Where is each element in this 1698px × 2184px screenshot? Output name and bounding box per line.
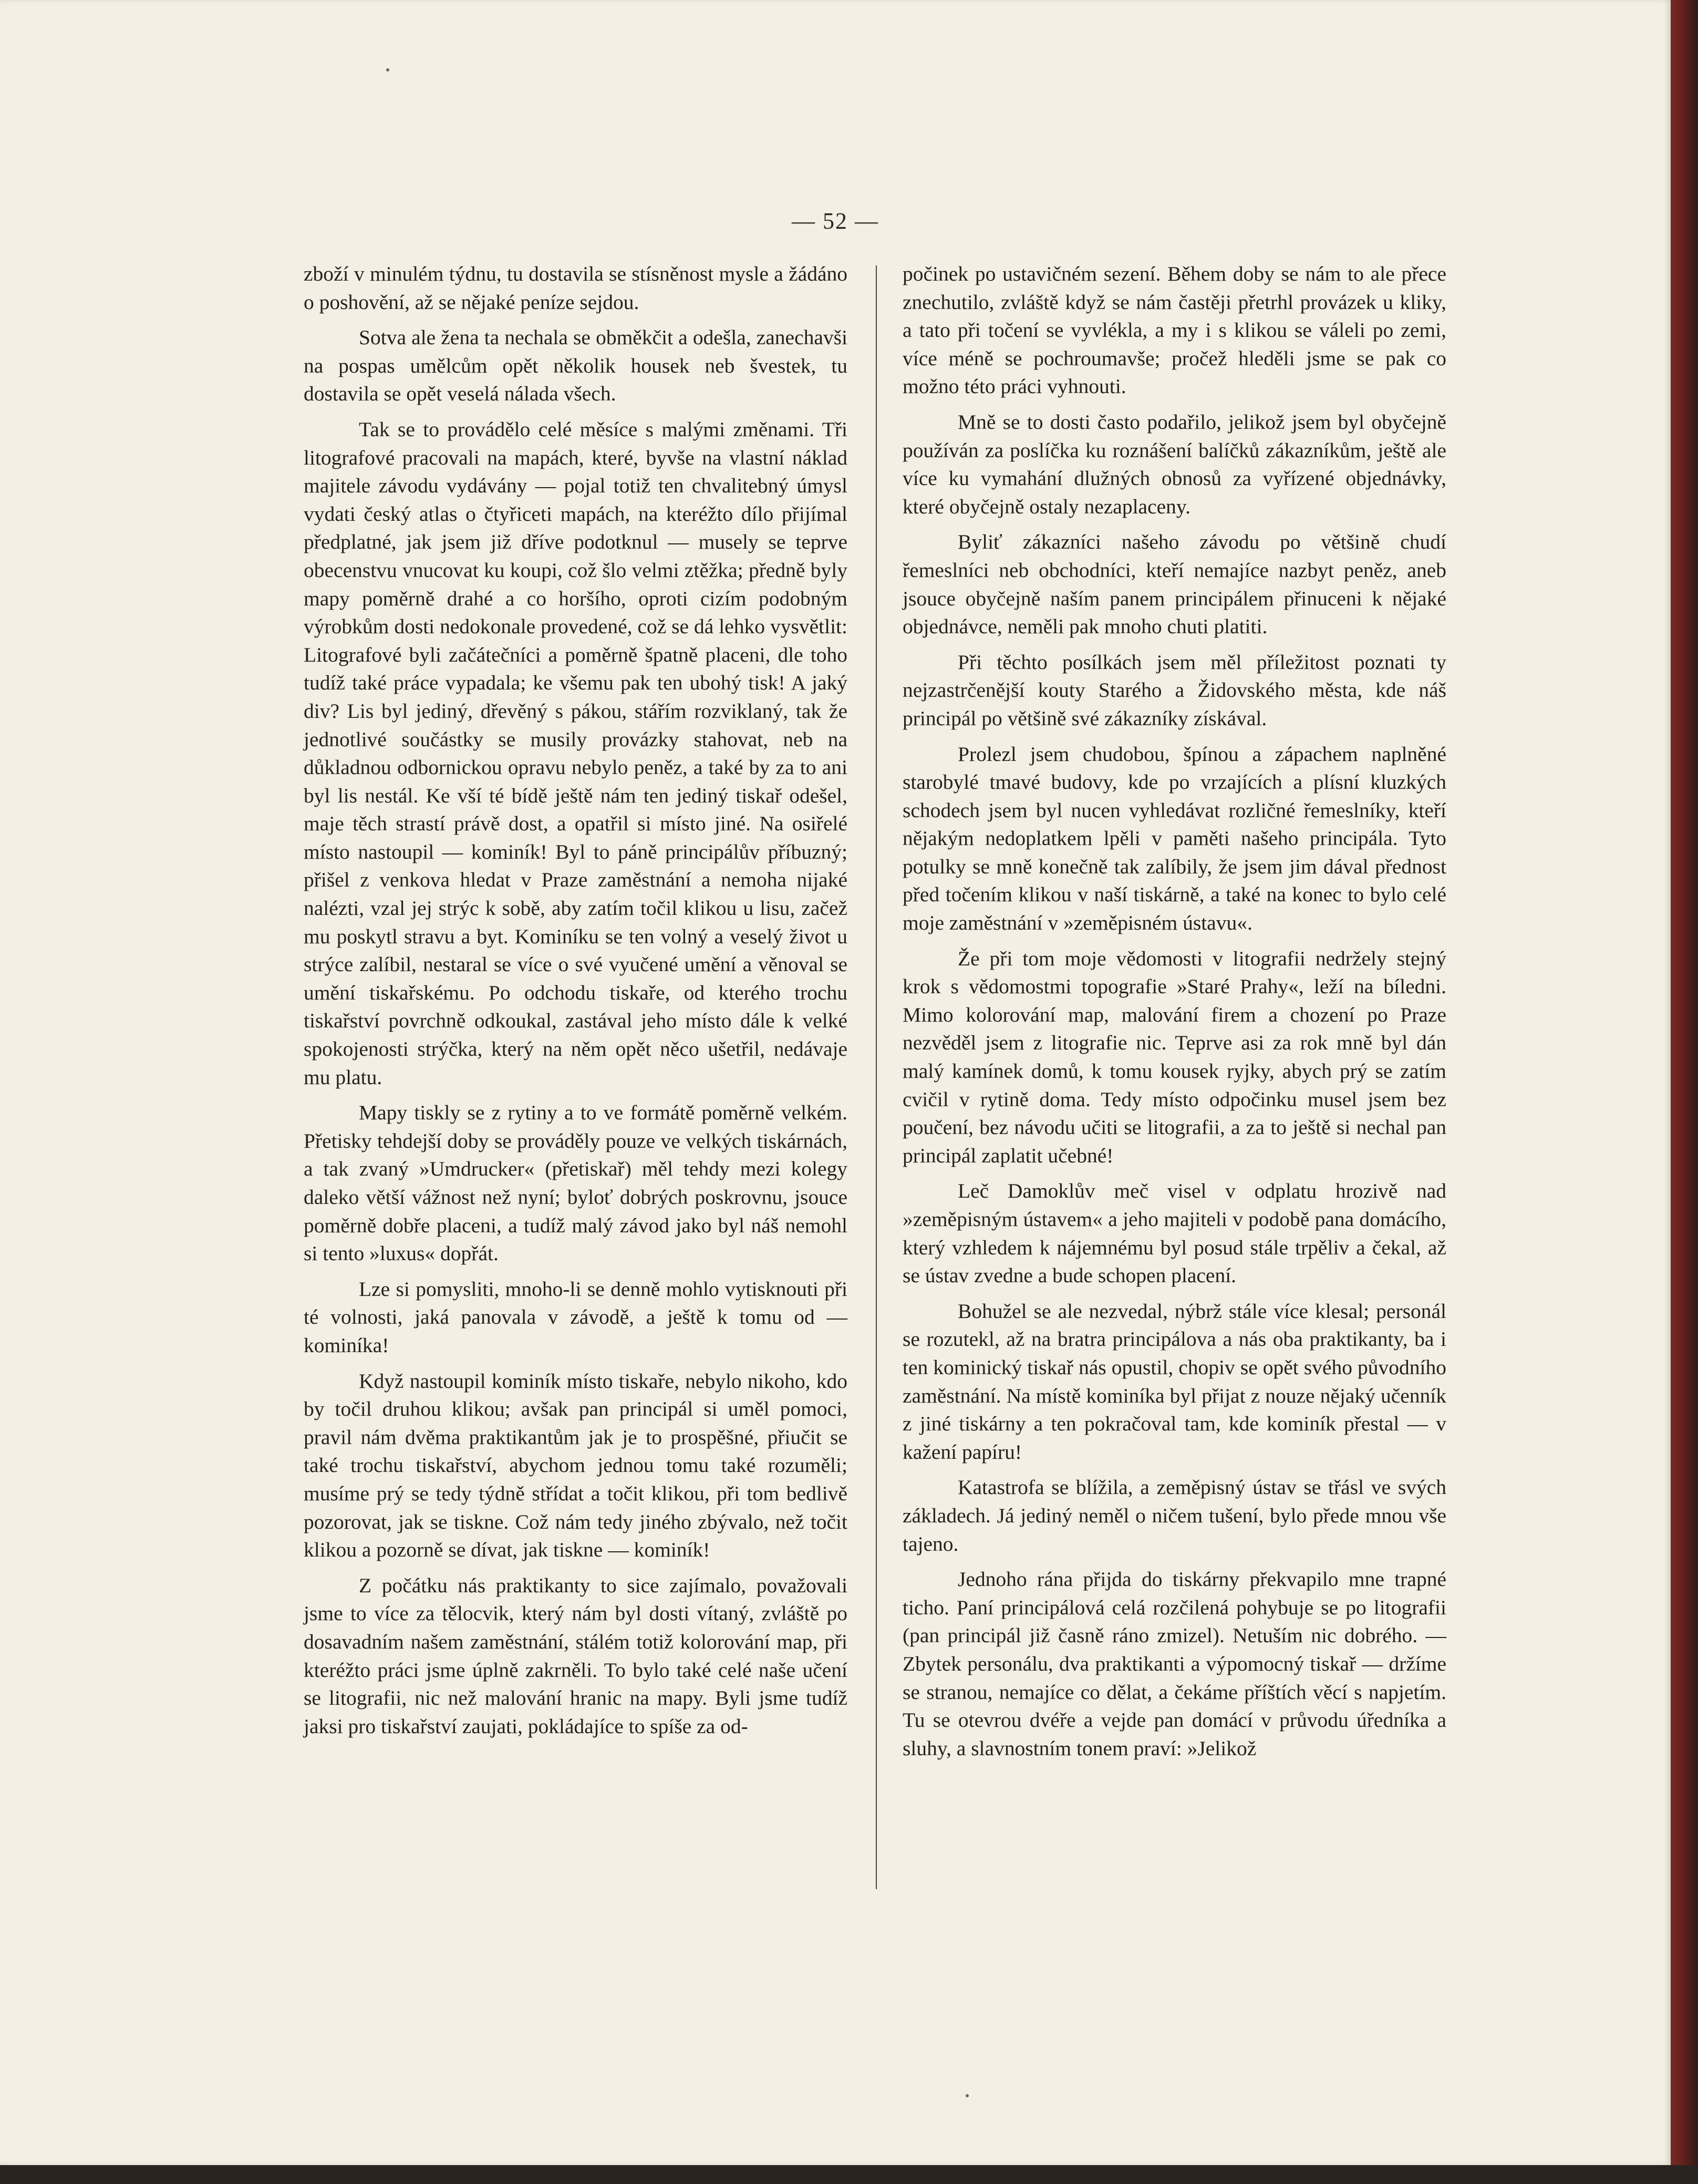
paragraph: Při těchto posílkách jsem měl příležitost poznati ty nejzastrčenější kouty Starého a Židovského města, kde náš principál po většině své zákazníky získával. [903,650,1446,730]
paragraph: Bohužel se ale nezvedal, nýbrž stále více klesal; personál se rozutekl, až na bratra principálova a nás oba praktikanty, ba i ten kominický tiskař nás opustil, chopiv se opět svého původního zaměstnání. Na místě kominíka byl přijat z nouze nějaký učenník z jiné tiskárny a ten pokračoval tam, kde kominík přestal — v kažení papíru! [903,1299,1446,1464]
right-column [903,260,1446,1770]
paragraph: Mapy tiskly se z rytiny a to ve formátě poměrně velkém. Přetisky tehdejší doby se prováděly pouze ve velkých tiskárnách, a tak zvaný »Umdrucker« (přetiskař) měl tehdy mezi kolegy daleko větší vážnost než nyní; byloť dobrých poskrovnu, jsouce poměrně dobře placeni, a tudíž malý závod jako byl náš nemohl si tento »luxus« dopřát. [304,1101,847,1265]
column-divider [876,265,877,1889]
scan-background-edge [0,2165,1698,2184]
book-cover-edge [1671,0,1698,2184]
left-column [304,260,847,1748]
paper-speck [386,68,389,71]
paragraph: zboží v minulém týdnu, tu dostavila se stísněnost mysle a žádáno o poshovění, až se nějaké peníze sejdou. [304,262,847,314]
paper-speck [966,2094,969,2097]
paragraph: Leč Damoklův meč visel v odplatu hrozivě nad »zeměpisným ústavem« a jeho majiteli v podobě pana domácího, který vzhledem k nájemnému byl posud stále trpěliv a čekal, až se ústav zvedne a bude schopen placení. [903,1179,1446,1287]
paragraph: Mně se to dosti často podařilo, jelikož jsem byl obyčejně používán za poslíčka ku roznášení balíčků zákazníkům, ještě ale více ku vymahání dlužných obnosů za vyřízené objednávky, které obyčejně ostaly nezaplaceny. [903,410,1446,518]
paragraph: Když nastoupil kominík místo tiskaře, nebylo nikoho, kdo by točil druhou klikou; avšak pan principál si uměl pomoci, pravil nám dvěma praktikantům jak je to prospěšné, přiučit se také trochu tiskařství, abychom jednou tomu také rozuměli; musíme prý se tedy týdně střídat a točit klikou, při tom bedlivě pozorovat, jak se tiskne. Což nám tedy jiného zbývalo, než točit klikou a pozorně se dívat, jak tiskne — kominík! [304,1369,847,1562]
paragraph: Že při tom moje vědomosti v litografii nedržely stejný krok s vědomostmi topografie »Staré Prahy«, leží na bíledni. Mimo kolorování map, malování firem a chození po Praze nezvěděl jsem z litografie nic. Teprve asi za rok mně byl dán malý kamínek domů, k tomu kousek ryjky, abych prý se zatím cvičil v rytině doma. Tedy místo odpočinku musel jsem bez poučení, bez návodu učiti se litografii, a za to ještě si nechal pan principál zaplatit učebné! [903,946,1446,1167]
paragraph: počinek po ustavičném sezení. Během doby se nám to ale přece znechutilo, zvláště když se nám častěji přetrhl provázek u kliky, a tato při točení se vyvlékla, a my i s klikou se váleli po zemi, více méně se pochroumavše; pročež hleděli jsme se pak co možno této práci vyhnouti. [903,262,1446,398]
paragraph: Sotva ale žena ta nechala se obměkčit a odešla, zanechavši na pospas umělcům opět několik housek neb švestek, tu dostavila se opět veselá nálada všech. [304,326,847,406]
page-number: — 52 — [792,208,879,234]
paragraph: Byliť zákazníci našeho závodu po většině chudí řemeslníci neb obchodníci, kteří nemajíce nazbyt peněz, aneb jsouce obyčejně naším panem principálem přinuceni k nějaké objednávce, neměli pak mnoho chuti platiti. [903,530,1446,638]
paragraph: Z počátku nás praktikanty to sice zajímalo, považovali jsme to více za tělocvik, který nám byl dosti vítaný, zvláště po dosavadním našem zaměstnání, stálém totiž kolorování map, při kteréžto práci jsme úplně zakrněli. To bylo také celé naše učení se litografii, nic než malování hranic na mapy. Byli jsme tudíž jaksi pro tiskařství zaujati, pokládajíce to spíše za od- [304,1573,847,1738]
paragraph: Katastrofa se blížila, a zeměpisný ústav se třásl ve svých základech. Já jediný neměl o ničem tušení, bylo přede mnou vše tajeno. [903,1476,1446,1555]
paragraph: Lze si pomysliti, mnoho-li se denně mohlo vytisknouti při té volnosti, jaká panovala v závodě, a ještě k tomu od — kominíka! [304,1277,847,1357]
paragraph: Jednoho rána přijda do tiskárny překvapilo mne trapné ticho. Paní principálová celá rozčilená pohybuje se po litografii (pan principál již časně ráno zmizel). Netuším nic dobrého. — Zbytek personálu, dva praktikanti a výpomocný tiskař — držíme se stranou, nemajíce co dělat, a čekáme příštích věcí s napjetím. Tu se otevrou dvéře a vejde pan domácí v průvodu úředníka a sluhy, a slavnostním tonem praví: »Jelikož [903,1568,1446,1760]
paragraph: Prolezl jsem chudobou, špínou a zápachem naplněné starobylé tmavé budovy, kde po vrzajících a plísní kluzkých schodech jsem byl nucen vyhledávat rozličné řemeslníky, kteří nějakým nedoplatkem lpěli v paměti našeho principála. Tyto potulky se mně konečně tak zalíbily, že jsem jim dával přednost před točením klikou v naší tiskárně, a také na konec to bylo celé moje zaměstnání v »zeměpisném ústavu«. [903,742,1446,935]
paragraph: Tak se to provádělo celé měsíce s malými změnami. Tři litografové pracovali na mapách, které, byvše na vlastní náklad majitele závodu vydávány — pojal totiž ten chvalitebný úmysl vydati český atlas o čtyřiceti mapách, na kteréžto dílo přijímal předplatné, jak jsem již dříve podotknul — musely se teprve obecenstvu vnucovat ku koupi, což šlo velmi ztěžka; předně byly mapy poměrně drahé a co horšího, oproti cizím podobným výrobkům dosti nedokonale provedené, což se dá lehko vysvětlit: Litografové byli začátečníci a poměrně špatně placeni, dle toho tudíž také práce vypadala; ke všemu pak ten ubohý tisk! A jaký div? Lis byl jediný, dřevěný s pákou, stářím rozviklaný, tak že jednotlivé součástky se musily provázky stahovat, neb na důkladnou odbornickou opravu nebylo peněz, a také by za to ani byl lis nestál. Ke vší té bídě ještě nám ten jediný tiskař odešel, maje těch strastí právě dost, a opatřil si místo jiné. Na osiřelé místo nastoupil — kominík! Byl to páně principálův příbuzný; přišel z venkova hledat v Praze zaměstnání a nemoha nijaké nalézti, vzal jej strýc k sobě, aby zatím točil klikou u lisu, začež mu poskytl stravu a byt. Kominíku se ten volný a veselý život u strýce zalíbil, nestaral se více o své vyučené umění a věnoval se umění tiskařskému. Po odchodu tiskaře, od kterého trochu tiskařství povrchně odkoukal, zastával jeho místo dále k velké spokojenosti strýčka, který na něm opět něco ušetřil, nedávaje mu platu. [304,417,847,1089]
